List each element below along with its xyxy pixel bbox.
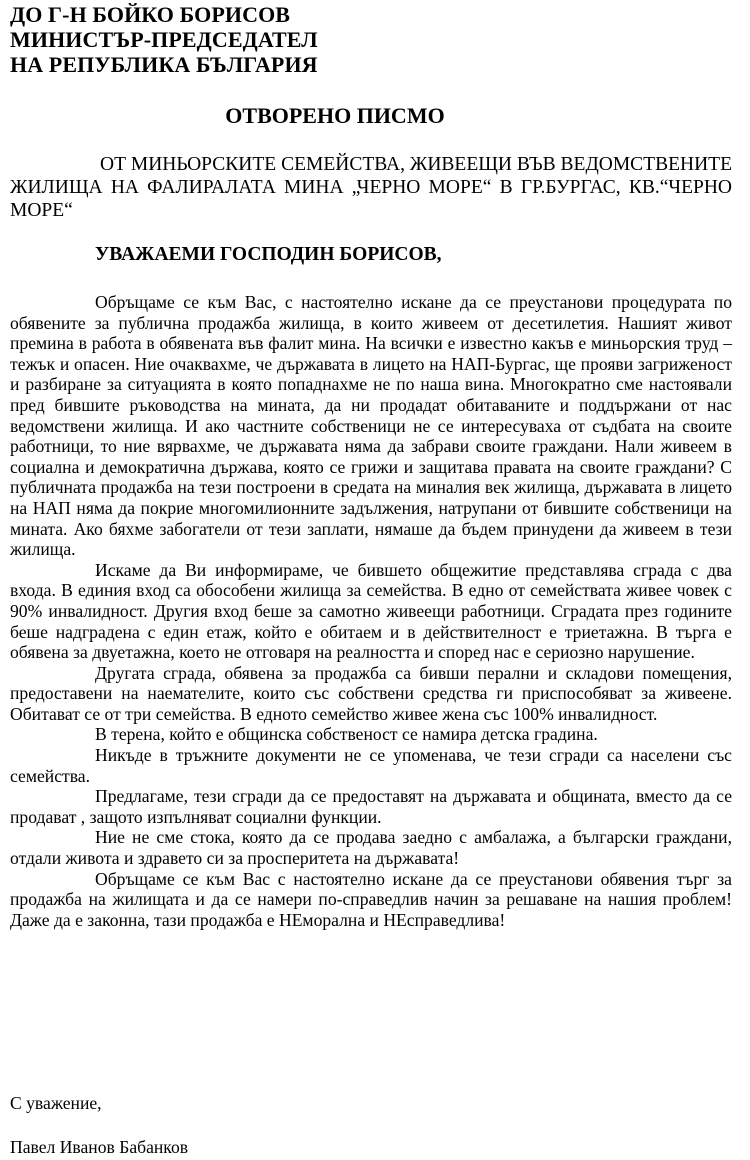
addressee-line-3: НА РЕПУБЛИКА БЪЛГАРИЯ: [10, 52, 318, 77]
paragraph: Другата сграда, обявена за продажба са бивши перални и складови помещения, предоставени на наемателите, които със собствени средства ги приспособяват за живеене. Обитават се от три семейства. В едното семейство живее жена със 100% инвалидност.: [10, 662, 732, 724]
addressee-block: [10, 2, 318, 77]
document-title: ОТВОРЕНО ПИСМО: [225, 103, 445, 128]
signature-name: Павел Иванов Бабанков: [10, 1137, 189, 1157]
letter-body: [10, 292, 732, 930]
document-subtitle: ОТ МИНЬОРСКИТЕ СЕМЕЙСТВА, ЖИВЕЕЩИ ВЪВ ВЕДОМСТВЕНИТЕ ЖИЛИЩА НА ФАЛИРАЛАТА МИНА „ЧЕРНО МОРЕ“ В ГР.БУРГАС, КВ.“ЧЕРНО МОРЕ“: [10, 154, 732, 221]
paragraph: Искаме да Ви информираме, че бившето общежитие представлява сграда с два входа. В единия вход са обособени жилища за семейства. В едно от семействата живее човек с 90% инвалидност. Другия вход беше за самотно живеещи работници. Сградата през годините беше надградена с един етаж, който е обитаем и в действителност е триетажна. В търга е обявена за двуетажна, което не отговаря на реалността и според нас е сериозно нарушение.: [10, 559, 732, 663]
paragraph: В терена, който е общинска собственост се намира детска градина.: [95, 724, 598, 745]
paragraph: Предлагаме, тези сгради да се предоставят на държавата и общината, вместо да се продават , защото изпълняват социални функции.: [10, 786, 732, 827]
closing-salutation: С уважение,: [10, 1093, 102, 1113]
paragraph: Ние не сме стока, която да се продава заедно с амбалажа, а български граждани, отдали живота и здравето си за просперитета на държавата!: [10, 827, 732, 869]
paragraph: Никъде в тръжните документи не се упоменава, че тези сгради са населени със семейства.: [10, 745, 732, 786]
addressee-line-1: ДО Г-Н БОЙКО БОРИСОВ: [10, 2, 291, 27]
paragraph: Обръщаме се към Вас, с настоятелно искане да се преустанови процедурата по обявените за публична продажба жилища, в които живеем от десетилетия. Нашият живот премина в работа в обявената във фалит мина. На всички е известно какъв е миньорския труд – тежък и опасен. Ние очаквахме, че държавата в лицето на НАП-Бургас, ще прояви загриженост и разбиране за ситуацията в която попаднахме не по наша вина. Многократно сме настоявали пред бившите ръководства на мината, да ни продадат обитаваните и поддържани от нас ведомствени жилища. И ако частните собственици не се интересуваха от съдбата на своите работници, то ние вярвахме, че държавата няма да забрави своите граждани. Нали живеем в социална и демократична държава, която се грижи и защитава правата на своите граждани? С публичната продажба на тези построени в средата на миналия век жилища, държавата в лицето на НАП няма да покрие многомилионните задължения, натрупани от бившите собственици на мината. Ако бяхме забогатели от тези заплати, нямаше да бъдем принудени да живеем в тези жилища.: [10, 292, 732, 560]
paragraph: Обръщаме се към Вас с настоятелно искане да се преустанови обявения търг за продажба на жилищата и да се намери по-справедлив начин за решаване на нашия проблем! Даже да е законна, тази продажба е НЕморална и НЕсправедлива!: [10, 868, 732, 930]
addressee-line-2: МИНИСТЪР-ПРЕДСЕДАТЕЛ: [10, 27, 318, 52]
greeting: УВАЖАЕМИ ГОСПОДИН БОРИСОВ,: [95, 244, 442, 265]
